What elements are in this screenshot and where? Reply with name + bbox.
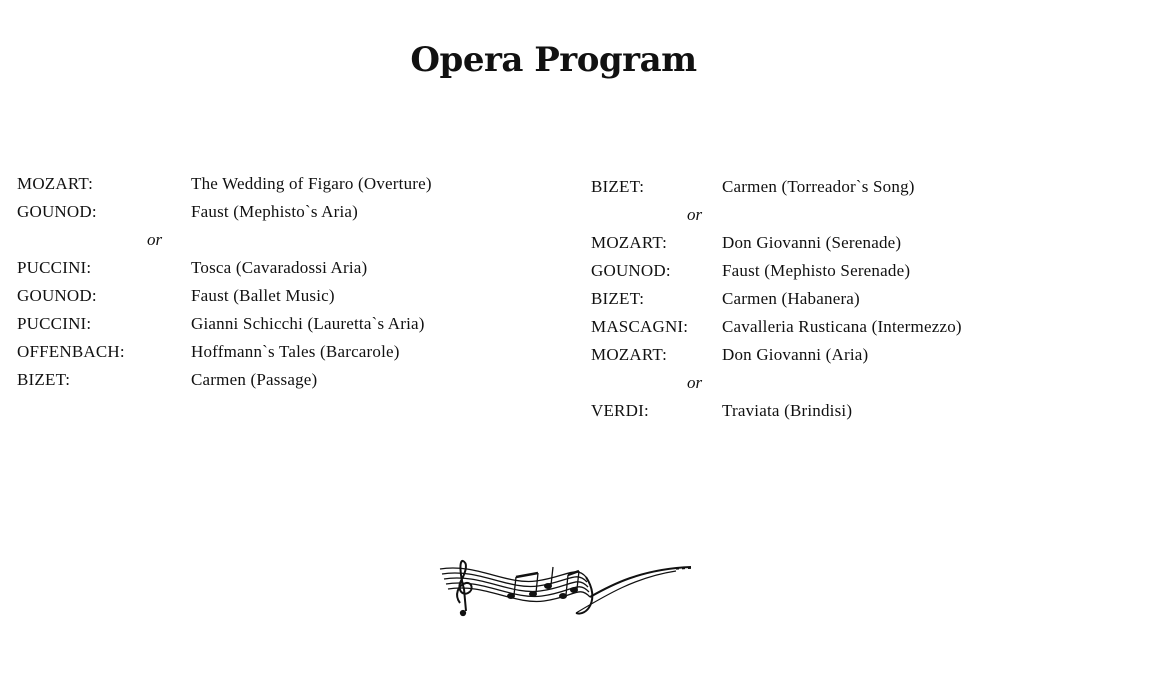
piece-title: Don Giovanni (Serenade) bbox=[722, 233, 902, 252]
composer-name: MASCAGNI: bbox=[591, 317, 689, 336]
piece-title: Hoffmann`s Tales (Barcarole) bbox=[191, 342, 400, 361]
piece-title: Faust (Ballet Music) bbox=[191, 286, 335, 305]
piece-title: Cavalleria Rusticana (Intermezzo) bbox=[722, 317, 962, 336]
piece-title: Carmen (Passage) bbox=[191, 370, 318, 389]
composer-name: MOZART: bbox=[591, 233, 668, 252]
page-title: Opera Program bbox=[410, 40, 697, 80]
composer-name: GOUNOD: bbox=[17, 286, 97, 305]
composer-name: VERDI: bbox=[591, 401, 649, 420]
or-label: or bbox=[687, 205, 703, 224]
piece-title: Faust (Mephisto`s Aria) bbox=[191, 202, 359, 221]
composer-name: PUCCINI: bbox=[17, 314, 92, 333]
piece-title: The Wedding of Figaro (Overture) bbox=[191, 174, 432, 193]
or-label: or bbox=[687, 373, 703, 392]
or-label: or bbox=[147, 230, 163, 249]
composer-name: GOUNOD: bbox=[17, 202, 97, 221]
composer-name: MOZART: bbox=[17, 174, 94, 193]
composer-name: BIZET: bbox=[17, 370, 71, 389]
piece-title: Traviata (Brindisi) bbox=[722, 401, 853, 420]
piece-title: Don Giovanni (Aria) bbox=[722, 345, 869, 364]
composer-name: PUCCINI: bbox=[17, 258, 92, 277]
composer-name: BIZET: bbox=[591, 289, 645, 308]
piece-title: Tosca (Cavaradossi Aria) bbox=[191, 258, 368, 277]
piece-title: Carmen (Torreador`s Song) bbox=[722, 177, 915, 196]
composer-name: OFFENBACH: bbox=[17, 342, 125, 361]
piece-title: Faust (Mephisto Serenade) bbox=[722, 261, 911, 280]
music-staff-icon bbox=[436, 555, 698, 625]
composer-name: BIZET: bbox=[591, 177, 645, 196]
composer-name: GOUNOD: bbox=[591, 261, 671, 280]
composer-name: MOZART: bbox=[591, 345, 668, 364]
piece-title: Gianni Schicchi (Lauretta`s Aria) bbox=[191, 314, 425, 333]
piece-title: Carmen (Habanera) bbox=[722, 289, 860, 308]
